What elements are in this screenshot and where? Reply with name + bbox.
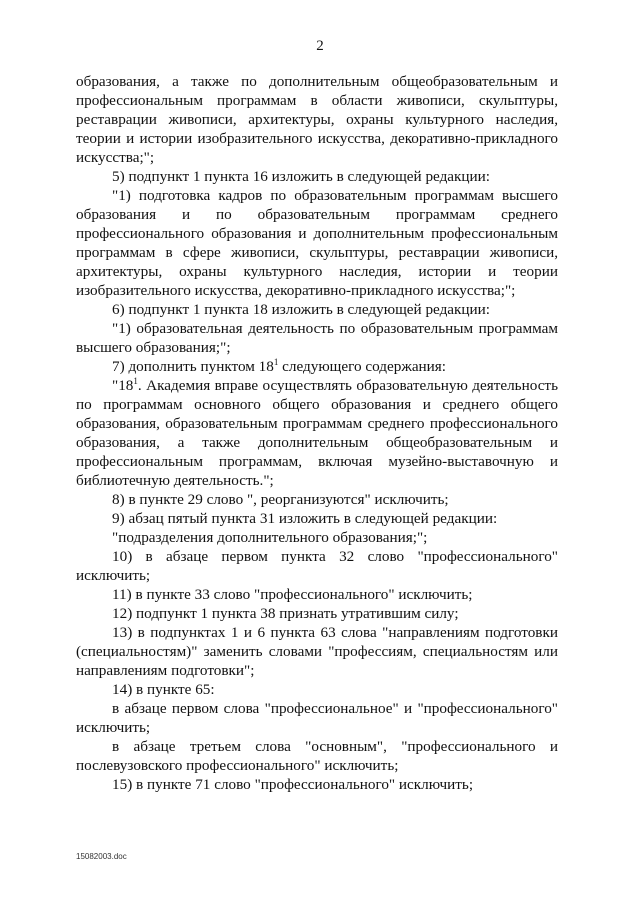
paragraph	[76, 604, 558, 623]
paragraph	[76, 72, 558, 167]
superscript: 1	[133, 376, 138, 386]
paragraph-text: "18	[112, 377, 134, 394]
paragraph-text: 12) подпункт 1 пункта 38 признать утратившим силу;	[112, 605, 459, 622]
paragraph-text: "1) подготовка кадров по образовательным программам высшего образования и по образовательным программам среднего профессионального образования и дополнительным профессиональным программам в сфере живописи, скульптуры, реставрации живописи, архитектуры, охраны культурного наследия, истории и теории изобразительного искусства, декоративно-прикладного искусства;";	[76, 187, 558, 299]
paragraph-text: 5) подпункт 1 пункта 16 изложить в следующей редакции:	[112, 168, 491, 185]
paragraph-text: 14) в пункте 65:	[112, 681, 215, 698]
paragraph	[76, 376, 558, 490]
paragraph-text: "подразделения дополнительного образования;";	[112, 529, 428, 546]
paragraph	[76, 167, 558, 186]
paragraph	[76, 585, 558, 604]
paragraph	[76, 186, 558, 300]
page-number: 2	[316, 38, 324, 54]
paragraph	[76, 699, 558, 737]
paragraph-text: "1) образовательная деятельность по образовательным программам высшего образования;";	[76, 320, 558, 356]
paragraph	[76, 680, 558, 699]
paragraph	[76, 300, 558, 319]
superscript: 1	[273, 357, 279, 367]
paragraph-text: 8) в пункте 29 слово ", реорганизуются" исключить;	[112, 491, 449, 508]
paragraph	[76, 490, 558, 509]
paragraph-text: 11) в пункте 33 слово "профессионального" исключить;	[112, 586, 473, 603]
paragraph-text: в абзаце первом слова "профессиональное" и "профессионального" исключить;	[76, 700, 558, 736]
paragraph	[76, 623, 558, 680]
paragraph	[76, 528, 558, 547]
paragraph-text: 7) дополнить пунктом 18	[112, 358, 274, 375]
paragraph	[76, 357, 558, 376]
paragraph-text: 15) в пункте 71 слово "профессионального" исключить;	[112, 776, 474, 793]
footer-file-code: 15082003.doc	[76, 852, 127, 861]
paragraph-text: 6) подпункт 1 пункта 18 изложить в следующей редакции:	[112, 301, 491, 318]
document-body	[76, 72, 558, 794]
paragraph-text: образования, а также по дополнительным общеобразовательным и профессиональным программам в области живописи, скульптуры, реставрации живописи, архитектуры, охраны культурного наследия, теории и истории изобразительного искусства, декоративно-прикладного искусства;";	[76, 73, 558, 166]
paragraph-text: 9) абзац пятый пункта 31 изложить в следующей редакции:	[112, 510, 498, 527]
paragraph-text: 13) в подпунктах 1 и 6 пункта 63 слова "направлениям подготовки (специальностям)" заменить словами "профессиям, специальностям или направлениям подготовки";	[76, 624, 558, 679]
paragraph-text: 10) в абзаце первом пункта 32 слово "профессионального" исключить;	[76, 548, 558, 584]
paragraph-text-continued: следующего содержания:	[278, 358, 447, 375]
paragraph-text-continued: . Академия вправе осуществлять образовательную деятельность по программам основного общего образования и среднего общего образования, образовательным программам среднего профессионального образования, а также дополнительным общеобразовательным и профессиональным программам, включая музейно-выставочную и библиотечную деятельность.";	[76, 377, 558, 489]
paragraph	[76, 547, 558, 585]
paragraph	[76, 737, 558, 775]
paragraph	[76, 775, 558, 794]
paragraph	[76, 319, 558, 357]
paragraph-text: в абзаце третьем слова "основным", "профессионального и послевузовского профессионального" исключить;	[76, 738, 558, 774]
paragraph	[76, 509, 558, 528]
